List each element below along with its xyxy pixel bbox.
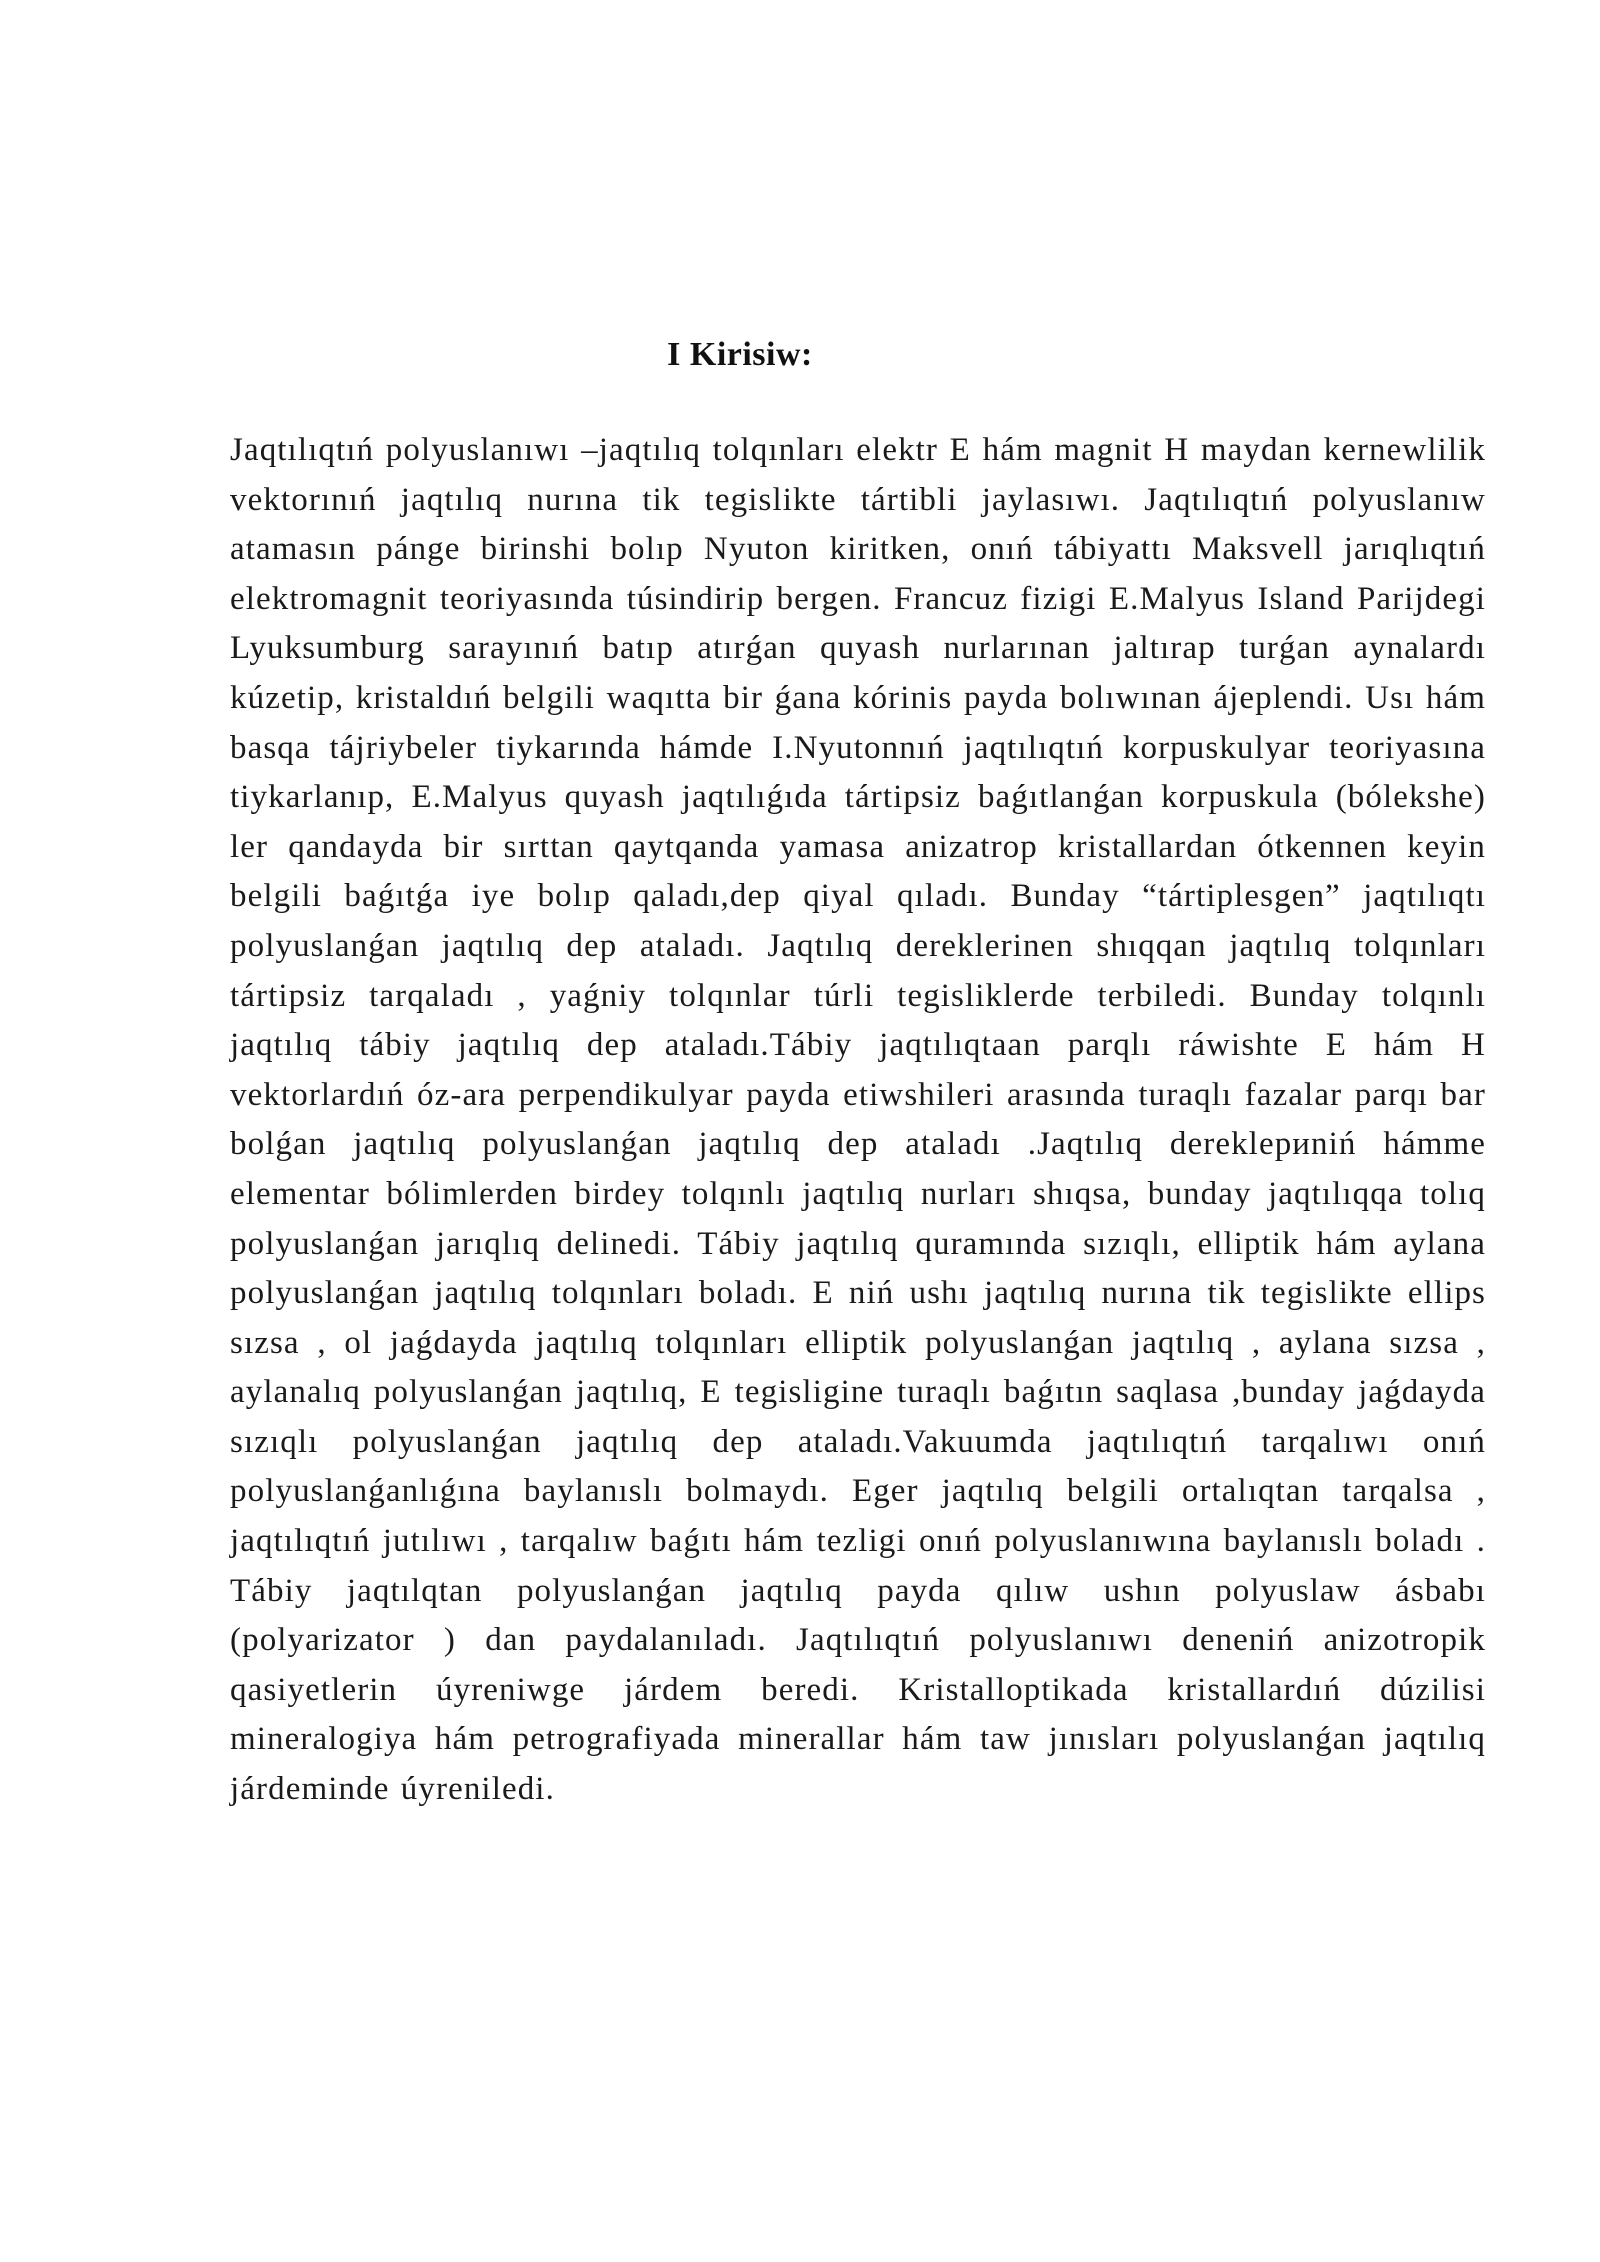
section-heading: I Kirisiw: bbox=[667, 336, 813, 373]
body-paragraph: Jaqtılıqtıń polyuslanıwı –jaqtılıq tolqınları elektr E hám magnit H maydan kernewlilik vektorınıń jaqtılıq nurına tik tegislikte tártibli jaylasıwı. Jaqtılıqtıń polyuslanıw atamasın pánge birinshi bolıp Nyuton kiritken, onıń tábiyattı Maksvell jarıqlıqtıń elektromagnit teoriyasında túsindirip bergen. Francuz fizigi E.Malyus Island Parijdegi Lyuksumburg sarayınıń batıp atırǵan quyash nurlarınan jaltırap turǵan aynalardı kúzetip, kristaldıń belgili waqıtta bir ǵana kórinis payda bolıwınan ájeplendi. Usı hám basqa tájriybeler tiykarında hámde I.Nyutonnıń jaqtılıqtıń korpuskulyar teoriyasına tiykarlanıp, E.Malyus quyash jaqtılıǵıda tártipsiz baǵıtlanǵan korpuskula (bólekshe) ler qandayda bir sırttan qaytqanda yamasa anizatrop kristallardan ótkennen keyin belgili baǵıtǵa iye bolıp qaladı,dep qiyal qıladı. Bunday “tártiplesgen” jaqtılıqtı polyuslanǵan jaqtılıq dep ataladı. Jaqtılıq dereklerinen shıqqan jaqtılıq tolqınları tártipsiz tarqaladı , yaǵniy tolqınlar túrli tegisliklerde terbiledi. Bunday tolqınlı jaqtılıq tábiy jaqtılıq dep ataladı.Tábiy jaqtılıqtaan parqlı ráwishte E hám H vektorlardıń óz-ara perpendikulyar payda etiwshileri arasında turaqlı fazalar parqı bar bolǵan jaqtılıq polyuslanǵan jaqtılıq dep ataladı .Jaqtılıq dereklериniń hámme elementar bólimlerden birdey tolqınlı jaqtılıq nurları shıqsa, bunday jaqtılıqqa tolıq polyuslanǵan jarıqlıq delinedi. Tábiy jaqtılıq quramında sızıqlı, elliptik hám aylana polyuslanǵan jaqtılıq tolqınları boladı. E niń ushı jaqtılıq nurına tik tegislikte ellips sızsa , ol jaǵdayda jaqtılıq tolqınları elliptik polyuslanǵan jaqtılıq , aylana sızsa , aylanalıq polyuslanǵan jaqtılıq, E tegisligine turaqlı baǵıtın saqlasa ,bunday jaǵdayda sızıqlı polyuslanǵan jaqtılıq dep ataladı.Vakuumda jaqtılıqtıń tarqalıwı onıń polyuslanǵanlıǵına baylanıslı bolmaydı. Eger jaqtılıq belgili ortalıqtan tarqalsa , jaqtılıqtıń jutılıwı , tarqalıw baǵıtı hám tezligi onıń polyuslanıwına baylanıslı boladı . Tábiy jaqtılqtan polyuslanǵan jaqtılıq payda qılıw ushın polyuslaw ásbabı (polyarizator ) dan paydalanıladı. Jaqtılıqtıń polyuslanıwı deneniń anizotropik qasiyetlerin úyreniwge járdem beredi. Kristalloptikada kristallardıń dúzilisi mineralogiya hám petrografiyada minerallar hám taw jınısları polyuslanǵan jaqtılıq járdeminde úyreniledi. bbox=[230, 432, 1486, 1808]
